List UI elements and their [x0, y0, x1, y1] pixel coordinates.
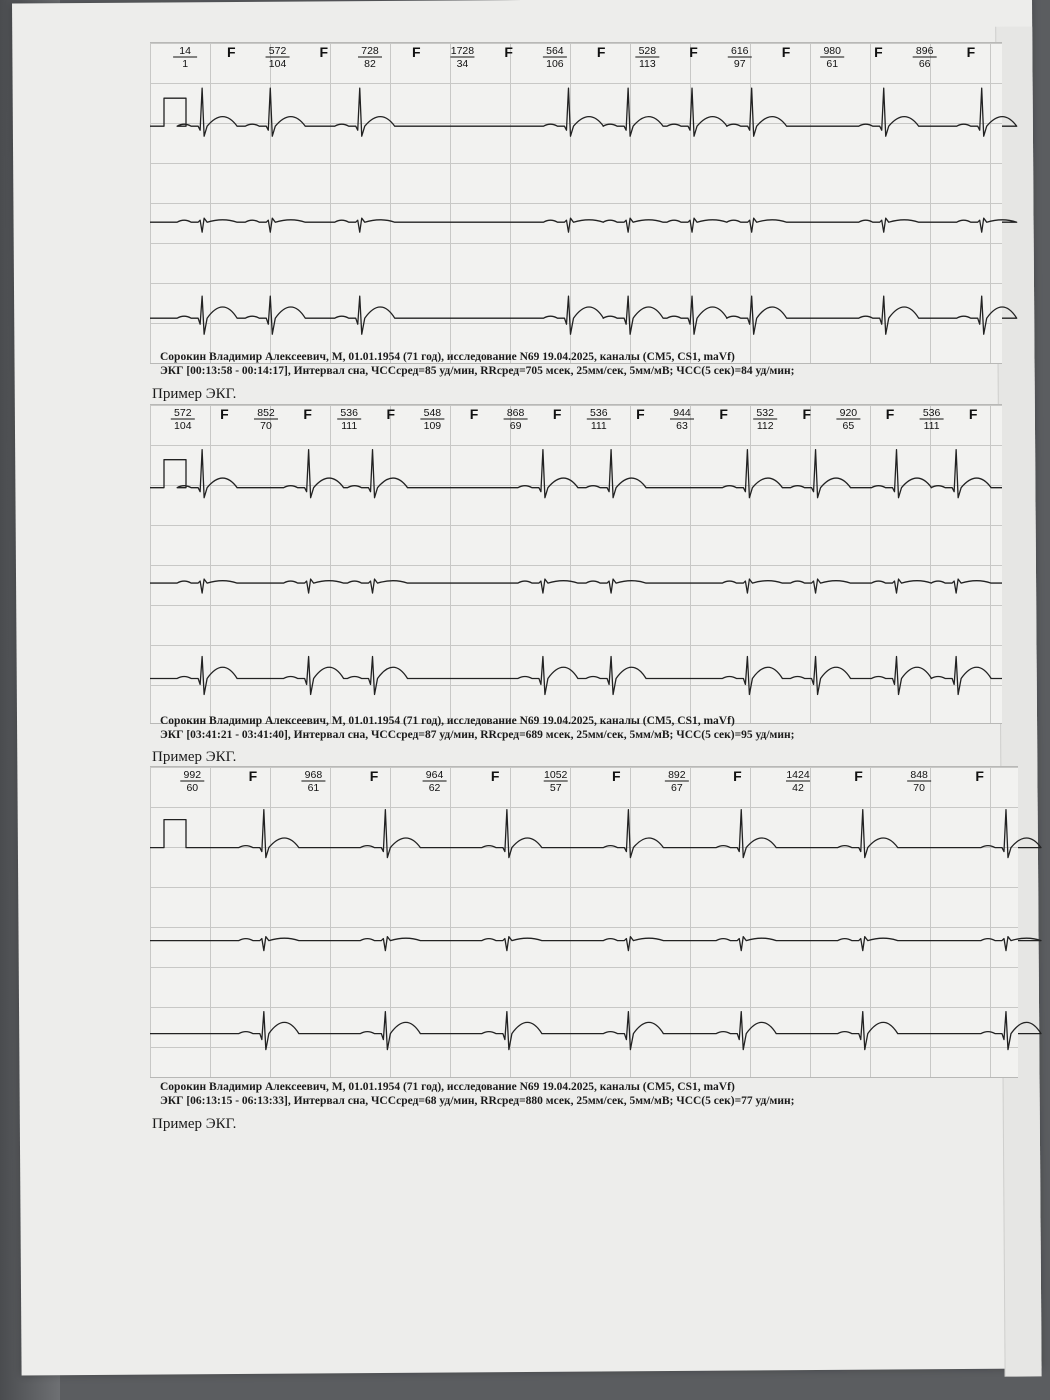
heart-rate-value: 63	[676, 420, 688, 432]
rr-interval-value: 14	[179, 45, 191, 57]
heart-rate-value: 70	[260, 420, 272, 432]
heart-rate-value: 69	[509, 420, 522, 432]
f-marker: F	[220, 406, 229, 422]
f-marker: F	[689, 44, 698, 60]
rr-interval-value: 992	[183, 769, 202, 781]
heart-rate-value: 97	[733, 58, 746, 70]
ecg-strip-3	[150, 766, 1018, 1078]
f-marker: F	[854, 768, 863, 784]
f-marker: F	[504, 44, 513, 60]
rr-interval-value: 616	[731, 45, 749, 57]
rr-interval-value: 536	[922, 407, 941, 419]
heart-rate-value: 104	[174, 420, 192, 432]
rr-interval-value: 892	[668, 769, 686, 781]
f-marker: F	[975, 768, 984, 784]
f-marker: F	[885, 406, 895, 422]
example-label-3: Пример ЭКГ.	[152, 1116, 237, 1132]
f-marker: F	[968, 406, 978, 422]
rr-interval-value: 528	[638, 45, 657, 57]
rr-interval-value: 944	[673, 407, 691, 419]
ecg-channel-trace	[150, 810, 1041, 858]
rr-interval-value: 868	[506, 407, 525, 419]
heart-rate-value: 61	[826, 58, 839, 70]
heart-rate-value: 42	[792, 782, 804, 794]
ecg-traces-1	[150, 43, 1002, 363]
heart-rate-value: 82	[364, 58, 376, 70]
f-marker: F	[781, 44, 791, 60]
f-marker: F	[802, 406, 812, 422]
caption-line-patient: Сорокин Владимир Алексеевич, М, 01.01.1954 (71 год), исследование N69 19.04.2025, каналы (CM5, CS1, maVf)	[160, 1081, 735, 1093]
heart-rate-value: 65	[842, 420, 855, 432]
rr-interval-value: 548	[423, 407, 442, 419]
f-marker: F	[248, 768, 258, 784]
caption-line-ecg: ЭКГ [00:13:58 - 00:14:17], Интервал сна, ЧССсред=85 уд/мин, RRсред=705 мсек, 25мм/сек, 5мм/мВ; ЧСС(5 сек)=84 уд/мин;	[160, 365, 795, 377]
rr-interval-value: 968	[304, 769, 323, 781]
heart-rate-value: 67	[671, 782, 683, 794]
heart-rate-value: 60	[186, 782, 199, 794]
rr-interval-value: 728	[361, 45, 379, 57]
rr-interval-value: 572	[268, 45, 287, 57]
caption-line-patient: Сорокин Владимир Алексеевич, М, 01.01.1954 (71 год), исследование N69 19.04.2025, каналы (CM5, CS1, maVf)	[160, 351, 735, 363]
patient-caption-3	[160, 1080, 794, 1108]
example-label-2: Пример ЭКГ.	[152, 749, 237, 765]
rr-interval-value: 896	[915, 45, 934, 57]
rr-interval-value: 536	[340, 407, 358, 419]
heart-rate-value: 34	[456, 58, 469, 70]
ecg-channel-trace	[150, 937, 1041, 951]
f-marker: F	[612, 768, 621, 784]
rr-interval-value: 920	[839, 407, 858, 419]
heart-rate-value: 62	[428, 782, 441, 794]
heart-rate-value: 104	[268, 58, 287, 70]
rr-interval-value: 572	[174, 407, 192, 419]
f-marker: F	[369, 768, 379, 784]
example-label-1: Пример ЭКГ.	[152, 386, 237, 402]
heart-rate-value: 109	[423, 420, 442, 432]
rr-interval-value: 1424	[786, 769, 810, 781]
heart-rate-value: 111	[590, 420, 607, 432]
rr-interval-value: 1052	[544, 769, 568, 781]
rr-interval-value: 852	[257, 407, 275, 419]
ecg-channel-trace	[150, 88, 1017, 136]
f-marker: F	[874, 44, 883, 60]
rr-interval-value: 1728	[450, 45, 475, 57]
ecg-channel-trace	[150, 450, 1002, 498]
heart-rate-value: 113	[638, 58, 656, 70]
heart-rate-value: 70	[913, 782, 925, 794]
ecg-strip-1	[150, 42, 1002, 364]
f-marker: F	[596, 44, 606, 60]
ecg-traces-3	[150, 767, 1018, 1077]
heart-rate-value: 61	[307, 782, 320, 794]
heart-rate-value: 111	[923, 420, 940, 432]
heart-rate-value: 111	[341, 420, 358, 432]
f-marker: F	[733, 768, 742, 784]
heart-rate-value: 1	[182, 58, 189, 70]
ecg-channel-trace	[150, 579, 1002, 593]
patient-caption-2	[160, 714, 794, 742]
heart-rate-value: 106	[546, 58, 564, 70]
ecg-traces-2	[150, 405, 1002, 723]
rr-interval-value: 964	[425, 769, 444, 781]
f-marker: F	[469, 406, 479, 422]
f-marker: F	[490, 768, 500, 784]
f-marker: F	[386, 406, 396, 422]
f-marker: F	[966, 44, 976, 60]
caption-line-patient: Сорокин Владимир Алексеевич, М, 01.01.1954 (71 год), исследование N69 19.04.2025, каналы (CM5, CS1, maVf)	[160, 715, 735, 727]
heart-rate-value: 112	[756, 420, 774, 432]
f-marker: F	[411, 44, 421, 60]
ecg-channel-trace	[150, 656, 1002, 694]
f-marker: F	[227, 44, 236, 60]
ecg-strip-2	[150, 404, 1002, 724]
heart-rate-value: 66	[918, 58, 931, 70]
rr-interval-value: 532	[756, 407, 774, 419]
underlying-sheet-edge	[995, 26, 1041, 1376]
f-marker: F	[719, 406, 728, 422]
ecg-channel-trace	[150, 218, 1017, 232]
patient-caption-1	[160, 350, 794, 378]
rr-interval-value: 980	[823, 45, 841, 57]
heart-rate-value: 57	[549, 782, 562, 794]
rr-interval-value: 848	[910, 769, 928, 781]
rr-interval-value: 536	[590, 407, 608, 419]
f-marker: F	[636, 406, 645, 422]
caption-line-ecg: ЭКГ [03:41:21 - 03:41:40], Интервал сна, ЧССсред=87 уд/мин, RRсред=689 мсек, 25мм/сек, 5мм/мВ; ЧСС(5 сек)=95 уд/мин;	[160, 729, 795, 741]
f-marker: F	[303, 406, 312, 422]
caption-line-ecg: ЭКГ [06:13:15 - 06:13:33], Интервал сна, ЧССсред=68 уд/мин, RRсред=880 мсек, 25мм/сек, 5мм/мВ; ЧСС(5 сек)=77 уд/мин;	[160, 1095, 795, 1107]
f-marker: F	[552, 406, 562, 422]
f-marker: F	[319, 44, 329, 60]
ecg-channel-trace	[150, 296, 1017, 334]
rr-interval-value: 564	[546, 45, 564, 57]
ecg-channel-trace	[150, 1012, 1041, 1050]
